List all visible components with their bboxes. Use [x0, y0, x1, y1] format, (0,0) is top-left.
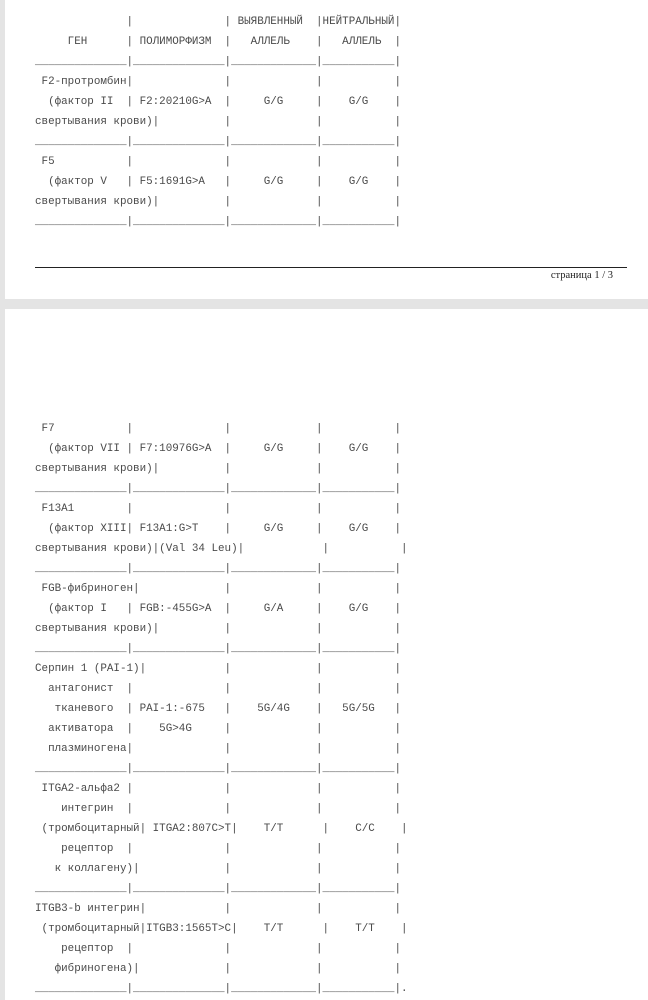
genotype-table-part-2: F7 | | | | (фактор VII | F7:10976G>A | G/G | G/G | свертывания крови)| | | | ______________|______________|_____________|___________| F13A1 | | | | (фактор XIII| F13A1:G>T | G/G | G/G | свертывания крови)|(Val 34 Leu)| | | ______________|______________|_____________|___________| FGB-фибриноген| | | | (фактор I | FGB:-455G>A | G/A | G/G | свертывания крови)| | | | ______________|______________|_____________|___________| Серпин 1 (PAI-1)| | | | антагонист | | | | тканевого | PAI-1:-675 | 5G/4G | 5G/5G | активатора | 5G>4G | | | плазминогена| | | | ______________|______________|_____________|___________| ITGA2-альфа2 | | | | интегрин | | | | (тромбоцитарный| ITGA2:807C>T| T/T | C/C | рецептор | | | | к коллагену)| | | | ______________|______________|_____________|___________| ITGB3-b интегрин| | | | (тромбоцитарный|ITGB3:1565T>C| T/T | T/T | рецептор | | | | фибриногена)| | | | ______________|______________|_____________|___________|. [35, 423, 408, 995]
page-number: страница 1 / 3 [550, 270, 613, 281]
document-page-2 [5, 309, 648, 1000]
genotype-table-part-1: | | ВЫЯВЛЕННЫЙ |НЕЙТРАЛЬНЫЙ| ГЕН | ПОЛИМОРФИЗМ | АЛЛЕЛЬ | АЛЛЕЛЬ | ______________|______________|_____________|___________| F2-протромбин| | | | (фактор II | F2:20210G>A | G/G | G/G | свертывания крови)| | | | ______________|______________|_____________|___________| F5 | | | | (фактор V | F5:1691G>A | G/G | G/G | свертывания крови)| | | | ______________|______________|_____________|___________| [35, 16, 401, 228]
footer-rule [35, 267, 627, 268]
document-page-1 [5, 0, 648, 299]
